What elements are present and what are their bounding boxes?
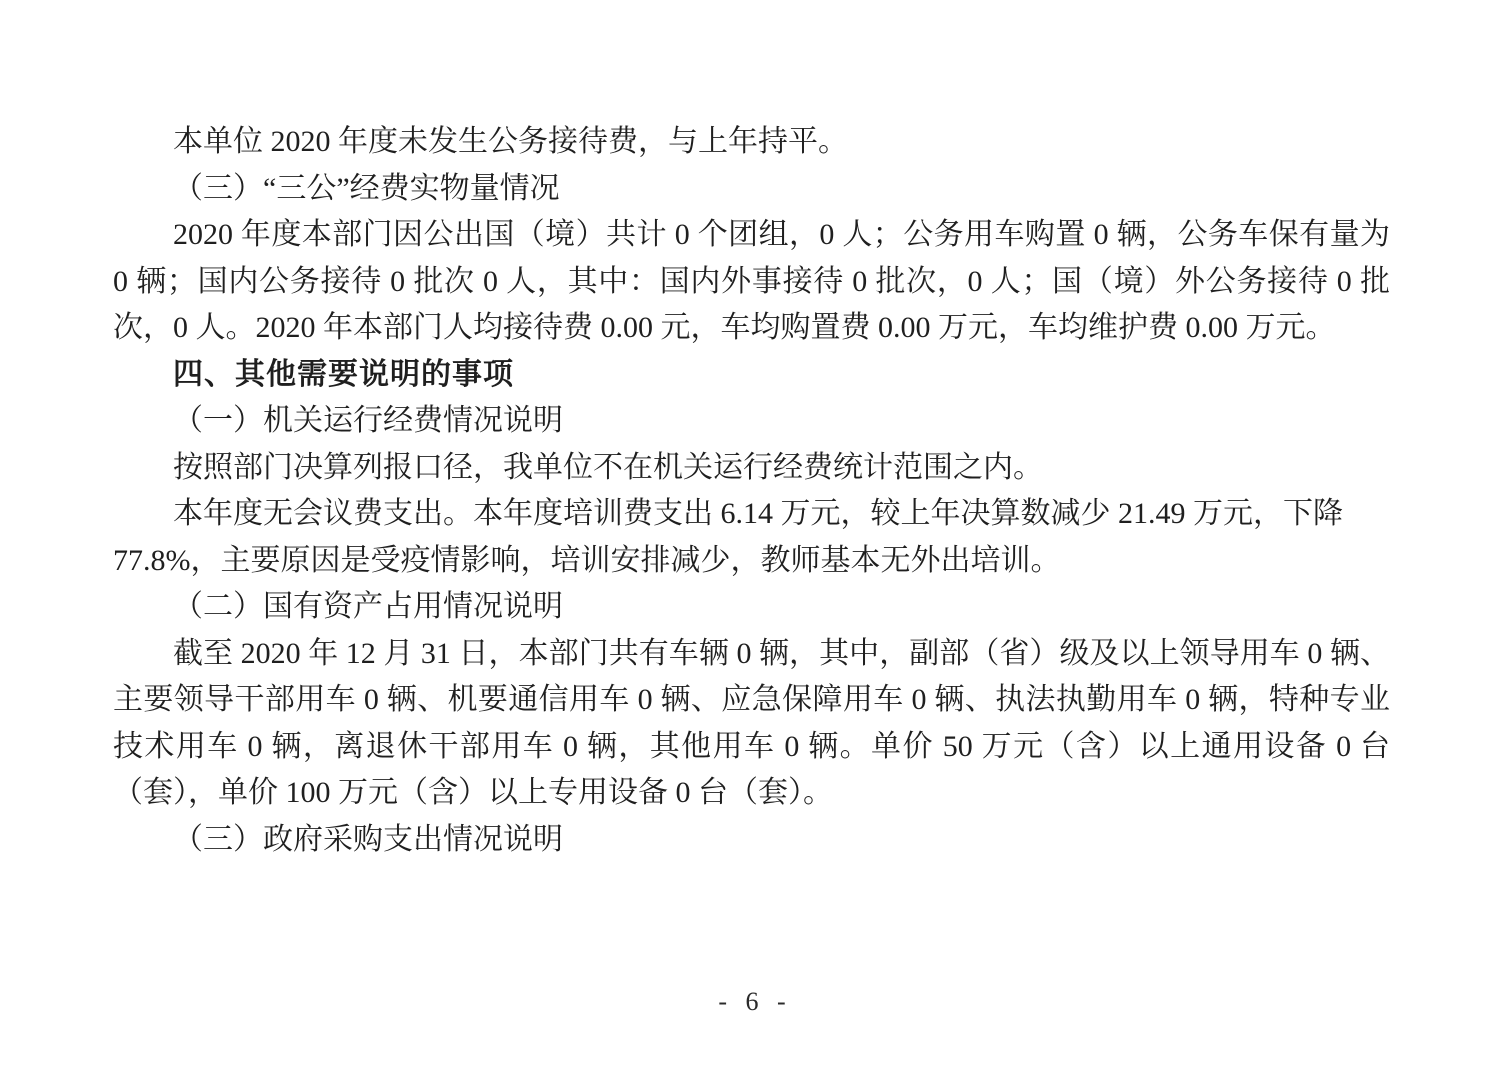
- subheading-operating-expenses: （一）机关运行经费情况说明: [173, 404, 563, 437]
- document-content: [113, 119, 1390, 863]
- subheading-government-procurement: （三）政府采购支出情况说明: [173, 822, 563, 856]
- paragraph-state-assets-details: 截至 2020 年 12 月 31 日，本部门共有车辆 0 辆，其中，副部（省）级及以上领导用车 0 辆、主要领导干部用车 0 辆、机要通信用车 0 辆、应急保障用车 0 辆、执法执勤用车 0 辆，特种专业技术用车 0 辆，离退休干部用车 0 辆，其他用车 0 辆。单价 50 万元（含）以上通用设备 0 台（套），单价 100 万元（含）以上专用设备 0 台（套）。: [113, 636, 1390, 809]
- page-number: - 6 -: [718, 987, 792, 1016]
- heading-other-matters: 四、其他需要说明的事项: [173, 357, 514, 391]
- paragraph-operating-expenses-note: 按照部门决算列报口径，我单位不在机关运行经费统计范围之内。: [173, 450, 1043, 484]
- paragraph-three-public-expenses-details: 2020 年度本部门因公出国（境）共计 0 个团组，0 人；公务用车购置 0 辆，公务车保有量为 0 辆；国内公务接待 0 批次 0 人，其中：国内外事接待 0 批次，0 人；国（境）外公务接待 0 批次，0 人。2020 年本部门人均接待费 0.00 元，车均购置费 0.00 万元，车均维护费 0.00 万元。: [113, 218, 1390, 344]
- paragraph-reception-fee-note: 本单位 2020 年度未发生公务接待费，与上年持平。: [173, 125, 848, 158]
- paragraph-meeting-training-expenses: 本年度无会议费支出。本年度培训费支出 6.14 万元，较上年决算数减少 21.49 万元，下降 77.8%，主要原因是受疫情影响，培训安排减少，教师基本无外出培训。: [113, 497, 1343, 577]
- subheading-three-public-expenses-physical: （三）“三公”经费实物量情况: [173, 171, 560, 205]
- subheading-state-assets-occupancy: （二）国有资产占用情况说明: [173, 590, 563, 623]
